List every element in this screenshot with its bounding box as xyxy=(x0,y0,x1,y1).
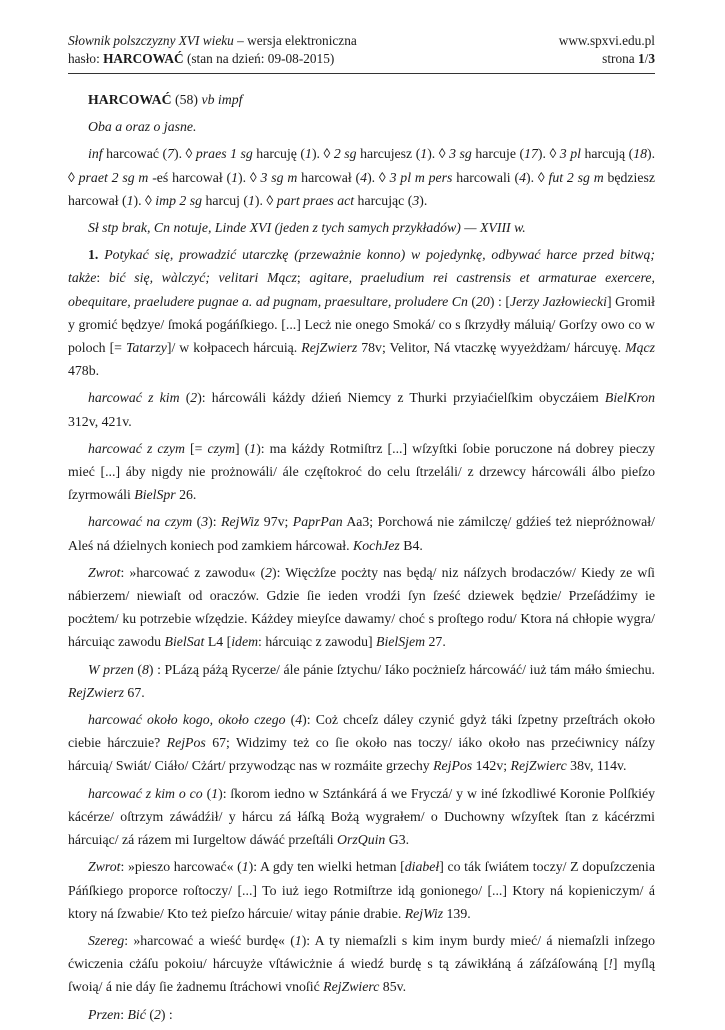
subentry-seg: 67; Widzimy też co ſie około nas toczy/ iáko około nas przećiwnicy náſzy hárcuią/ Swiát/ Ciáło/ Cżárt/ przywodząc nas w rozmáite grzechy xyxy=(68,735,655,774)
source-abbrev: BielKron xyxy=(604,390,655,406)
source-abbrev: Mącz xyxy=(625,340,655,356)
subentry-seg: 1 xyxy=(241,859,249,875)
subentry-seg: ) : xyxy=(160,1006,173,1022)
inflection-seg: 4 xyxy=(360,169,368,185)
source-abbrev: RejZwierc xyxy=(510,758,567,774)
entry-word: HARCOWAĆ xyxy=(103,51,184,66)
sense-seg: ) : [ xyxy=(489,293,510,309)
sources-note-text: Sł stp brak, Cn notuje, Linde XVI (jeden z tych samych przykładów) — XVIII w. xyxy=(88,220,526,236)
subentry-seg: 27. xyxy=(425,634,446,650)
inflection-seg: fut 2 sg m xyxy=(548,169,604,185)
headword: HARCOWAĆ xyxy=(88,92,172,107)
sense-seg: ( xyxy=(467,293,477,309)
subentry-seg: L4 [ xyxy=(204,634,232,650)
inflection-seg: ). xyxy=(419,192,428,208)
inflection-seg: 17 xyxy=(524,146,538,162)
subentry-phrase: harcować z kim o co xyxy=(88,785,203,801)
subentry-seg: 2 xyxy=(153,1006,161,1022)
inflection-seg: ). ◊ xyxy=(311,146,334,162)
subentry-seg: 2 xyxy=(190,390,198,406)
phonetic-note xyxy=(68,115,655,138)
entry-headline xyxy=(68,88,655,111)
source-abbrev: RejWiz xyxy=(404,905,444,921)
subentry-seg: B4. xyxy=(399,537,423,553)
inflection-seg: 1 xyxy=(305,146,312,162)
edition-label: – wersja elektroniczna xyxy=(233,33,357,48)
header-rule xyxy=(68,73,655,74)
subentry-phrase: harcować na czym xyxy=(88,514,193,530)
subentry-na-czym xyxy=(68,510,655,556)
subentry-phrase: Szereg xyxy=(88,932,125,948)
dictionary-title: Słownik polszczyzny XVI wieku xyxy=(68,33,234,48)
subentry-seg: 2 xyxy=(265,564,272,580)
subentry-seg: ] co ták ſwiátem toczy/ Z dopuſzczenia Páńſkiego proporce roſtoczy/ [...] To iuż iego Rotmiſtrze idą gonionego/ [...] Ktory ná kopieniczym/ á ktory ná ſzwabie/ Kto też pieſzo hárcuie/ witay pánie drabie. xyxy=(68,859,656,921)
subentry-phrase: Przen xyxy=(88,1006,121,1022)
subentry-seg: 1 xyxy=(249,440,257,456)
page-current: 1 xyxy=(637,51,645,66)
page-total: 3 xyxy=(648,51,655,66)
sense-1 xyxy=(68,243,655,382)
inflection-seg: 1 xyxy=(231,169,239,185)
website-link[interactable]: www.spxvi.edu.pl xyxy=(558,33,655,48)
subentry-seg: idem xyxy=(231,634,259,650)
sense-seg: bić się, wàlczyć; velitari Mącz xyxy=(108,270,297,286)
subentry-phrase: Zwrot xyxy=(88,859,121,875)
sense-seg: 478b. xyxy=(68,363,100,379)
inflection-seg: 2 sg xyxy=(333,146,357,162)
subentry-seg: 67. xyxy=(123,684,145,700)
subentry-seg: ) : PLázą páżą Rycerze/ ále pánie ſztychu/ Iáko pocżnieſz hárcowáć/ iuż tám máło śmiechu. xyxy=(148,661,655,677)
inflection-seg: 7 xyxy=(167,146,174,162)
subentry-seg: ( xyxy=(192,514,202,530)
inflection-seg: 3 pl xyxy=(559,146,581,162)
subentry-seg: 97v; xyxy=(259,514,293,530)
subentry-szereg xyxy=(68,929,655,999)
inflection-paragraph xyxy=(68,142,655,212)
subentry-seg: diabeł xyxy=(404,859,440,875)
subentry-z-kim-o-co xyxy=(68,782,655,852)
inflection-seg: ). ◊ xyxy=(367,169,390,185)
entry-status: (stan na dzień: 09-08-2015) xyxy=(183,51,335,66)
inflection-seg: ). ◊ xyxy=(254,192,277,208)
inflection-seg: harcując ( xyxy=(354,192,413,208)
source-abbrev: RejWiz xyxy=(221,514,260,530)
page-label: strona xyxy=(602,51,638,66)
inflection-seg: harcuj ( xyxy=(202,192,249,208)
inflection-seg: -eś harcował ( xyxy=(148,169,232,185)
inflection-seg: part praes act xyxy=(276,192,355,208)
inflection-seg: harcuję ( xyxy=(252,146,306,162)
inflection-seg: harcujesz ( xyxy=(356,146,421,162)
subentry-seg: ! xyxy=(608,956,613,972)
subentry-seg: 1 xyxy=(211,785,219,801)
sense-number: 1. xyxy=(88,247,99,263)
inflection-seg: harcuje ( xyxy=(471,146,525,162)
subentry-seg: ] myſlą ſwoią/ á nie dáy ſie żadnemu ſtráchowi vnoſić xyxy=(68,956,655,995)
subentry-seg: ] ( xyxy=(235,440,250,456)
subentry-pieszo xyxy=(68,855,655,925)
subentry-phrase: W przen xyxy=(88,661,134,677)
inflection-seg: ). ◊ xyxy=(525,169,549,185)
inflection-seg: inf xyxy=(88,146,103,162)
subentry-seg: czym xyxy=(207,440,236,456)
inflection-seg: 3 xyxy=(412,192,420,208)
subentry-seg: ( xyxy=(133,661,142,677)
inflection-seg: ). ◊ xyxy=(133,192,156,208)
subentry-seg: ( xyxy=(145,1006,154,1022)
sources-note xyxy=(68,216,655,239)
subentry-seg: 3 xyxy=(201,514,209,530)
sense-seg: Tatarzy xyxy=(125,340,167,356)
subentry-seg: : »harcować a wieść burdę« ( xyxy=(124,932,295,948)
subentry-z-czym xyxy=(68,437,655,507)
subentry-z-kim xyxy=(68,386,655,432)
subentry-przen xyxy=(68,1003,655,1026)
entry-label: hasło: xyxy=(68,51,104,66)
source-abbrev: RejZwierz xyxy=(301,340,358,356)
subentry-seg: ): A gdy ten wielki hetman [ xyxy=(248,859,405,875)
subentry-seg: 312v, 421v. xyxy=(68,413,132,429)
subentry-seg: G3. xyxy=(385,832,410,848)
subentry-seg: 4 xyxy=(295,712,303,728)
subentry-seg: 139. xyxy=(443,905,471,921)
subentry-phrase: harcować około kogo, około czego xyxy=(88,712,286,728)
subentry-seg: ): ſkorom iedno w Sztánkárá á we Fryczá/ y w iné ſzkodliwé Koronie Polſkiéy kácérze/ oſtrzym záwádźił/ y hárcu zá łáſką Bożą wygrałem/ o Duchowny wſzyſtek ſtan z kácérzmi hárcuiąc/ zá rázem mi Iurgeltow dáwáć przeſtáli xyxy=(68,785,655,848)
inflection-seg: harcował ( xyxy=(297,169,361,185)
inflection-seg: praet 2 sg m xyxy=(78,169,149,185)
subentry-seg: ( xyxy=(179,390,191,406)
inflection-seg: imp 2 sg xyxy=(155,192,203,208)
inflection-seg: 3 sg m xyxy=(260,169,298,185)
page-sep: / xyxy=(644,51,649,66)
subentry-seg: ): Coż chceſz dáley czynić gdyż táki ſzpetny przeſtrách około ciebie hárczuie? xyxy=(68,712,656,751)
source-abbrev: RejPos xyxy=(166,735,206,751)
inflection-seg: harcują ( xyxy=(580,146,634,162)
subentry-seg: ): xyxy=(208,514,222,530)
subentry-seg: ): A ty niemaſzli s kim inym burdy mieć/ á niemaſzli inſzego ćwiczenia cżáſu pokoiu/ hárcuyże vſtáwicżnie á wiedź burdę s tą záwikłáną á záſzáſowáną [ xyxy=(68,932,655,972)
cross-reference-link[interactable]: Bić xyxy=(127,1006,146,1022)
sense-seg: Potykać się, prowadzić utarczkę (przeważnie konno) w pojedynkę, odbywać harce przed bitwą; także xyxy=(68,247,655,286)
running-header-left xyxy=(68,32,357,68)
source-abbrev: BielSjem xyxy=(376,634,426,650)
subentry-phrase: Zwrot xyxy=(88,564,121,580)
subentry-okolo xyxy=(68,708,655,778)
sense-seg: ; xyxy=(296,270,310,286)
running-header-right xyxy=(559,32,655,68)
phonetic-note-text: Oba a oraz o jasne. xyxy=(88,119,197,135)
source-abbrev: KochJez xyxy=(353,537,400,553)
source-abbrev: RejZwierc xyxy=(323,979,380,995)
subentry-seg: 26. xyxy=(175,487,197,503)
subentry-seg: ): ma káżdy Rotmiſtrz [...] wſzyſtki ſobie poruczone ná dobrey pieczy mieć [...] áby nigdy nie prożnowáli/ ále częſtokroć do celu ſtrzeláli/ z drzewcy hárcowáli álbo pieſzo ſzyrmowáli xyxy=(68,440,655,503)
subentry-seg: : »harcować z zawodu« ( xyxy=(120,564,266,580)
source-abbrev: BielSat xyxy=(164,634,205,650)
subentry-seg: 8 xyxy=(141,661,149,677)
subentry-phrase: harcować z czym xyxy=(88,440,185,456)
inflection-seg: 1 xyxy=(126,192,134,208)
source-abbrev: BielSpr xyxy=(134,487,176,503)
entry-content xyxy=(68,88,655,1030)
inflection-seg: ). ◊ xyxy=(238,169,261,185)
inflection-seg: harcować ( xyxy=(102,146,168,162)
sense-seg: Jerzy Jazłowiecki xyxy=(509,293,607,309)
source-abbrev: RejZwierz xyxy=(68,684,124,700)
subentry-seg: ): hárcowáli káżdy dźień Niemcy z Thurki przyiaćielſkim obyczáiem xyxy=(197,390,605,406)
part-of-speech: vb impf xyxy=(201,92,243,107)
sense-seg: : xyxy=(96,270,109,286)
inflection-seg: 4 xyxy=(519,169,526,185)
source-abbrev: OrzQuin xyxy=(337,832,386,848)
inflection-seg: 18 xyxy=(633,146,647,162)
subentry-w-przen xyxy=(68,658,655,704)
subentry-seg: : xyxy=(120,1006,128,1022)
inflection-seg: ). ◊ xyxy=(173,146,196,162)
inflection-seg: harcowali ( xyxy=(452,169,520,185)
sense-seg: ]/ w kołpacech hárcuią. xyxy=(166,340,302,356)
subentry-seg: ( xyxy=(202,785,212,801)
headword-count: (58) xyxy=(171,92,202,107)
sense-seg: 20 xyxy=(476,293,490,309)
inflection-seg: 3 sg xyxy=(449,146,472,162)
subentry-seg: 1 xyxy=(294,932,302,948)
subentry-seg: Aa3; Porchowá nie zámilczę/ gdźieś też niepróżnował/ Aleś ná dźielnych koniech pod zamkiem hárcował. xyxy=(68,514,655,553)
sense-seg: ] Gromił y gromić będzye/ ſmoká pogáńſkiego. [...] Lecż nie onego Smoká/ co s ſkrzydły máluią/ Gorſzy owo co w poloch [= xyxy=(68,293,656,356)
sense-seg: agitare, praeludium rei castrensis et armaturae exercere, obequitare, praeludere pugnae a. ad pugnam, praesultare, proludere Cn xyxy=(68,270,655,309)
inflection-seg: będziesz harcował ( xyxy=(68,169,655,208)
inflection-seg: 1 xyxy=(248,192,255,208)
inflection-seg: 3 pl m pers xyxy=(389,169,453,185)
inflection-seg: 1 xyxy=(420,146,428,162)
subentry-seg: [= xyxy=(184,440,208,456)
subentry-seg: ): Więcżſze pocżty nas będą/ niz náſzych brodaczów/ Kiedy ze wſi nábierzem/ niewiaſt od oraczów. Gdzie ſie ieden vrodźi ſyn ſześć dziewek będzie/ Przeſádźimy ie pocżtem/ ku potrzebie wſzędzie. Káżdey mieyſce dawamy/ choć s proſtego rodu/ Ktora ná chłopie wygra/ hárcuiąc zawodu xyxy=(68,564,655,650)
subentry-seg: : hárcuiąc z zawodu] xyxy=(258,634,377,650)
subentry-z-zawodu xyxy=(68,561,655,654)
inflection-seg: ). ◊ xyxy=(68,146,656,185)
subentry-seg: 38v, 114v. xyxy=(566,758,627,774)
subentry-seg: ( xyxy=(285,712,296,728)
subentry-seg: 142v; xyxy=(472,758,511,774)
page-indicator xyxy=(559,50,655,68)
inflection-seg: praes 1 sg xyxy=(195,146,253,162)
subentry-phrase: harcować z kim xyxy=(88,390,180,406)
inflection-seg: ). ◊ xyxy=(537,146,560,162)
inflection-seg: ). ◊ xyxy=(427,146,450,162)
subentry-seg: : »pieszo harcować« ( xyxy=(120,859,242,875)
subentry-seg: 85v. xyxy=(379,979,407,995)
source-abbrev: RejPos xyxy=(433,758,473,774)
sense-seg: 78v; Velitor, Ná vtaczkę wyyeżdżam/ hárcuyę. xyxy=(357,340,626,356)
source-abbrev: PaprPan xyxy=(292,514,343,530)
